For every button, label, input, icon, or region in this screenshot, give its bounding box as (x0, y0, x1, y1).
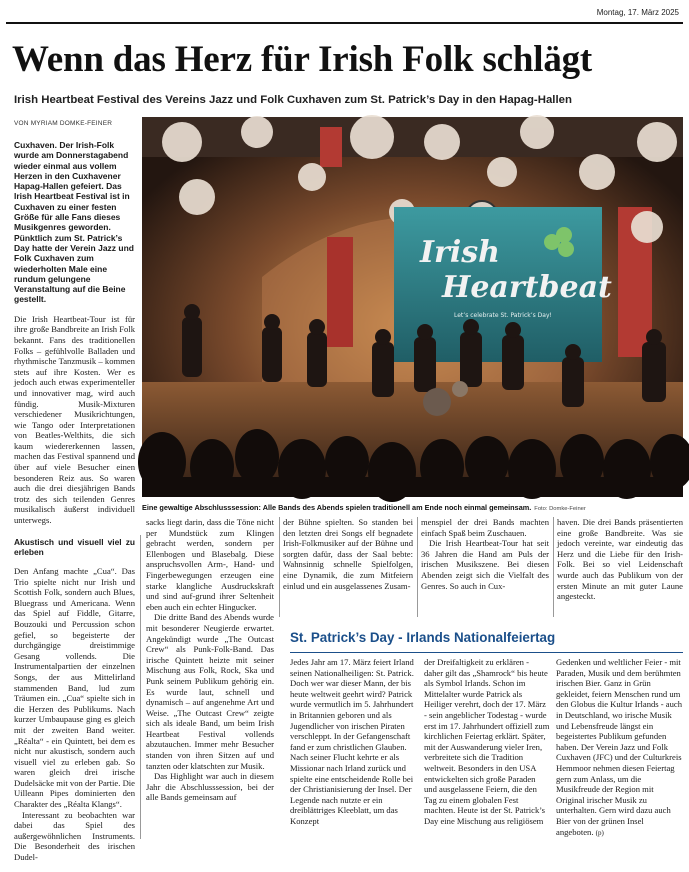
body-paragraph: sacks liegt darin, dass die Töne nicht per Mundstück zum Klingen gebracht werden, sondern per Ellenbogen und Blasebalg. Diese anspruchsvollen Arm-, Hand- und Fingerbewegungen erzeugen eine starke klangliche Ausdruckskraft und sind auf-grund ihrer Seltenheit eben auch ein echter Hingucker. (146, 517, 274, 612)
banner-tagline: Let’s celebrate St. Patrick’s Day! (454, 312, 552, 319)
body-paragraph: Die dritte Band des Abends wurde mit besonderer Neugierde erwartet. Angekündigt wurde „The Outcast Crew“ als Punk-Folk-Band. Das irische Quintett heizte mit seiner Mischung aus Folk, Rock, Ska und Punk seinem Publikum gehörig ein. Es wurde laut, schnell und dynamisch – auf angenehme Art und Weise. „The Outcast Crew“ zeigte sich als ideale Band, um beim Irish Heartbeat Festival vollends abzutauchen. Immer mehr Besucher standen von ihren Sitzen auf und tanzten oder klatschten zur Musik. (146, 612, 274, 771)
body-paragraph: haven. Die drei Bands präsentierten eine große Bandbreite. Was sie jedoch vereinte, war eindeutig das Herz und die Liebe für den Irish-Folk. Bei so viel Leidenschaft wurde auch das Publikum von der ersten Minute an mit guter Laune angesteckt. (557, 517, 683, 602)
article-column-2 (146, 517, 274, 812)
infobox-rule (290, 652, 683, 653)
body-paragraph: Das Highlight war auch in diesem Jahr die Abschlusssession, bei der alle Bands gemeinsam auf (146, 771, 274, 803)
body-paragraph: Die Irish Heartbeat-Tour hat seit 36 Jahren die Hand am Puls der irischen Musikszene. Bei diesen Abenden zeigt sich die Vielfalt des Genres. So auch in Cux- (421, 538, 549, 591)
body-paragraph: Die Irish Heartbeat-Tour ist für ihre große Bandbreite an Irish Folk bekannt. Fans des traditionellen Folks – gefühlvolle Balladen und rhythmische Tanzmusik – kommen stets auf ihre Kosten. Wer es jedoch auch etwas experimenteller und innovativer mag, wird auch fündig. Musik-Mixturen verschiedener Musikrichtungen, wie Tango oder Interpretationen von Beatles-Welthits, die sich kaum wiedererkennen lassen, machen das Festival spannend und über auf viele Besucher einen besonderen Reiz aus. So waren auch die drei diesjährigen Bands trotz des sich teilenden Genres musikalisch äußerst individuell unterwegs. (14, 313, 135, 526)
infobox-column-1: Jedes Jahr am 17. März feiert Irland seinen Nationalheiligen: St. Patrick. Doch wer war dieser Mann, der bis heute weltweit geehrt wird? Patrick wurde vermutlich im 5. Jahrhundert in Britannien geboren und als Jugendlicher von irischen Piraten verschleppt. In der Gefangenschaft fand er zum christlichen Glauben. Nach seiner Flucht kehrte er als Missionar nach Irland zurück und spielte eine entscheidende Rolle bei der Christianisierung der Insel. Der Legende nach nutzte er ein dreiblättriges Kleeblatt, um das Konzept (290, 657, 414, 826)
top-rule (6, 22, 683, 24)
author-mark: (p) (595, 828, 604, 837)
body-paragraph: Den Anfang machte „Cua“. Das Trio spielte nicht nur Irish und Scottish Folk, sondern auch Blues, Bluegrass und Americana. Wenn das Spiel auf Fiddle, Gitarre, Bouzouki und Percussion schon gefiel, so begeisterte der durchgängige dreistimmige Gesang vollends. Die Instrumentalpartien der einzelnen Songs, der aus Mittelirland stammenden Band, lud zum Träumen ein. „Cua“ spielte sich in die Herzen des Publikums. Nach kurzer Umbaupause ging es gleich mit der zweiten Band weiter. „Réalta“ - ein Quintett, bei dem es nicht nur akustisch, sondern auch visuell viel zu erleben gab. So waren gleich drei irische Dudelsäcke mit von der Partie. Die Uilleann Pipes dominierten den Charakter des „Réalta Klangs“. (14, 566, 135, 810)
intertitle: Akustisch und visuell viel zu erleben (14, 537, 135, 557)
byline: VON MYRIAM DOMKE-FEINER (14, 120, 113, 127)
subheadline: Irish Heartbeat Festival des Vereins Jazz und Folk Cuxhaven zum St. Patrick’s Day in den Hapag-Hallen (14, 94, 572, 106)
column-divider (553, 517, 554, 617)
article-column-5 (557, 517, 683, 611)
column-divider (279, 517, 280, 617)
column-divider (140, 535, 141, 839)
headline: Wenn das Herz für Irish Folk schlägt (12, 39, 593, 80)
photo-credit: Foto: Domke-Feiner (534, 506, 586, 512)
concert-photo (142, 117, 683, 497)
dateline: Cuxhaven. (14, 140, 57, 150)
banner-title-1: Irish (420, 235, 500, 270)
column-divider (417, 517, 418, 617)
issue-date: Montag, 17. März 2025 (596, 8, 679, 17)
article-column-1-cont (14, 537, 135, 872)
concert-stage-illustration (142, 117, 683, 497)
article-column-1 (14, 140, 135, 535)
article-column-3 (283, 517, 413, 600)
infobox-column-3: Gedenken und weltlicher Feier - mit Paraden, Musik und dem berühmten irischen Bier. Ganz in Grün gekleidet, feiern Menschen rund um den Globus die Kultur Irlands - auch in Deutschland, wo irische Musik und Lebensfreude längst ein begeistertes Publikum gefunden haben. Der Verein Jazz und Folk Cuxhaven (JFC) und der Culturkreis Hemmoor nehmen diesen Feiertag gern zum Anlass, um die Musikfreude der Region mit Original irischer Musik zu unterhalten. Gern wird dazu auch Bier von der grünen Insel angeboten. (p) (556, 657, 683, 837)
body-paragraph: der Bühne spielten. So standen bei den letzten drei Songs elf begnadete Irish-Folkmusiker auf der Bühne und sorgten dafür, dass der Saal bebte: Wahnsinnig schnelle Spielfolgen, eine Dynamik, die zum Mitfeiern einlud und ein ausgelassenes Zusam- (283, 517, 413, 591)
infobox-title: St. Patrick’s Day - Irlands Nationalfeiertag (290, 630, 556, 645)
article-column-4 (421, 517, 549, 600)
photo-caption: Eine gewaltige Abschlusssession: Alle Bands des Abends spielen traditionell am Ende noch einmal gemeinsam. Foto: Domke-Feiner (142, 503, 586, 512)
body-paragraph: Interessant zu beobachten war dabei das Spiel des außergewöhnlichen Instruments. Die Besonderheit des irischen Dudel- (14, 809, 135, 863)
body-paragraph: menspiel der drei Bands machten einfach Spaß beim Zuschauen. (421, 517, 549, 538)
lead-paragraph: Cuxhaven. Der Irish-Folk wurde am Donnerstagabend wieder einmal aus vollem Herzen in den Cuxhavener Hapag-Hallen gefeiert. Das Irish Heartbeat Festival ist in Cuxhaven zu einer festen Größe für alle Fans dieses Musikgenres geworden. Pünktlich zum St. Patrick’s Day hatte der Verein Jazz und Folk Cuxhaven zum wiederholten Male eine rundum gelungene Veranstaltung auf die Beine gestellt. (14, 140, 134, 305)
infobox-column-2: der Dreifaltigkeit zu erklären - daher gilt das „Shamrock“ bis heute als Symbol Irlands. Schon im Mittelalter wurde Patrick als Heiliger verehrt, doch der 17. März - sein angeblicher Todestag - wurde erst im 17. Jahrhundert offiziell zum kirchlichen Feiertag erklärt. Später, mit der Auswanderung vieler Iren, verbreitete sich die Tradition weltweit. Besonders in den USA entwickelten sich große Paraden und ausgelassene Feiern, die den Tag zu einem globalen Fest machten. Heute ist der St. Patrick’s Day eine Mischung aus religiösem (424, 657, 550, 826)
banner-title-2: Heartbeat (442, 270, 612, 305)
